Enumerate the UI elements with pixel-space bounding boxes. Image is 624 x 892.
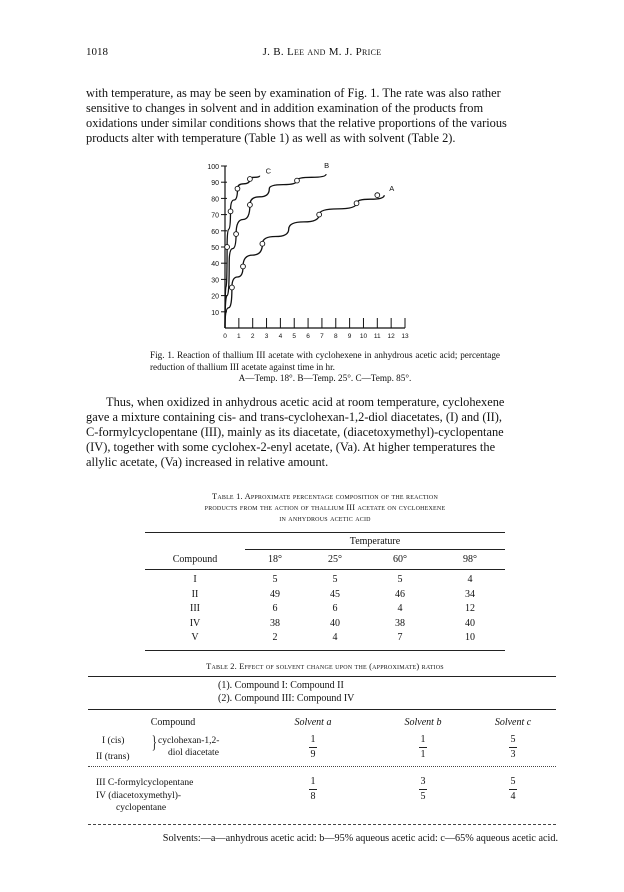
fraction-bar [309, 789, 317, 790]
data-point [260, 241, 265, 246]
y-tick-label: 80 [211, 196, 219, 204]
row-description: cyclohexan-1,2- [158, 736, 220, 746]
x-tick-label: 1 [237, 333, 241, 340]
x-tick-label: 10 [359, 333, 368, 340]
text-line: products alter with temperature (Table 1) as well as with solvent (Table 2). [86, 131, 456, 145]
ratio-subhead: (1). Compound I: Compound II [218, 680, 344, 691]
row-label: III C-formylcyclopentane [96, 778, 194, 788]
table-cell: 12 [465, 603, 475, 614]
table-1 [145, 532, 505, 650]
caption-line: in anhydrous acetic acid [279, 514, 371, 523]
table-cell: 40 [465, 617, 475, 629]
data-point [375, 193, 380, 198]
table-rule [88, 709, 556, 710]
text-line: gave a mixture containing cis- and trans-cyclohexan-1,2-diol diacetates, (I) and (II), [86, 410, 502, 424]
column-header: Compound [150, 717, 196, 728]
column-header: 60° [393, 554, 407, 565]
row-compound: I [193, 574, 197, 585]
data-point [235, 186, 240, 191]
caption-line: products from the action of thallium III acetate on cyclohexene [204, 503, 446, 512]
ratio-numerator: 3 [420, 776, 426, 787]
ratio-numerator: 1 [310, 734, 316, 745]
x-tick-label: 12 [387, 333, 395, 340]
x-tick-label: 7 [320, 333, 324, 340]
y-tick-label: 90 [211, 180, 219, 188]
series-label: A [389, 184, 395, 194]
series-label: C [265, 166, 272, 176]
table-rule [145, 532, 505, 533]
x-tick-label: 5 [292, 333, 297, 340]
ratio-numerator: 5 [510, 734, 516, 745]
row-compound: V [191, 632, 199, 643]
table-cell: 4 [397, 603, 403, 614]
paragraph-results [86, 395, 556, 470]
text-line: Thus, when oxidized in anhydrous acetic acid at room temperature, cyclohexene [106, 395, 505, 409]
temperature-header: Temperature [349, 536, 401, 547]
table-cell: 5 [272, 574, 278, 585]
data-point [230, 285, 235, 290]
ratio-subhead: (2). Compound III: Compound IV [218, 693, 355, 704]
table-2-caption: Table 2. Effect of solvent change upon the (approximate) ratios [206, 662, 444, 671]
y-tick-label: 40 [211, 261, 219, 269]
y-tick-label: 70 [211, 212, 219, 220]
column-header: 18° [268, 554, 282, 565]
ratio-numerator: 1 [310, 776, 316, 787]
table-cell: 5 [397, 574, 403, 585]
table-rule [88, 824, 556, 825]
page-number: 1018 [86, 46, 108, 58]
caption-line: Table 1. Approximate percentage composition of the reaction [212, 492, 438, 501]
table-rule [88, 766, 556, 767]
column-header: Solvent a [294, 717, 332, 728]
ratio-denominator: 4 [510, 791, 516, 802]
ratio-denominator: 1 [420, 749, 426, 760]
fraction-bar [419, 747, 427, 748]
running-title: J. B. Lee and M. J. Price [262, 46, 382, 58]
x-tick-label: 2 [250, 333, 255, 340]
table-cell: 6 [332, 603, 338, 614]
data-point [225, 245, 230, 250]
figure-caption [150, 350, 500, 385]
ratio-denominator: 3 [510, 749, 516, 760]
table-cell: 38 [270, 617, 280, 629]
page-header [86, 46, 558, 62]
row-label: I (cis) [102, 736, 125, 746]
column-header: Solvent c [494, 717, 532, 728]
table-rule [145, 650, 505, 651]
table-cell: 38 [395, 617, 405, 629]
table-cell: 4 [332, 632, 338, 643]
table-cell: 6 [272, 603, 278, 614]
y-tick-label: 10 [211, 309, 219, 317]
y-tick-label: 100 [207, 164, 219, 171]
table-cell: 4 [467, 574, 473, 585]
data-point [228, 209, 233, 214]
brace: } [151, 732, 157, 752]
x-tick-label: 0 [223, 333, 227, 340]
table-cell: 2 [272, 632, 278, 643]
solvents-footnote: Solvents:—a—anhydrous acetic acid: b—95% aqueous acetic acid: c—65% aqueous acetic acid. [162, 833, 558, 844]
column-header: 25° [328, 554, 342, 565]
row-description: diol diacetate [168, 748, 219, 758]
text-line: with temperature, as may be seen by examination of Fig. 1. The rate was also rather [86, 86, 501, 100]
ratio-denominator: 8 [310, 791, 316, 802]
column-header: Compound [172, 554, 218, 565]
ratio-numerator: 1 [420, 734, 426, 745]
series-line-b [225, 174, 326, 328]
fraction-bar [419, 789, 427, 790]
row-compound: II [191, 588, 199, 600]
x-tick-label: 11 [373, 333, 381, 340]
text-line: oxidations under similar conditions shows that the relative proportions of the various [86, 116, 507, 130]
row-compound: III [190, 603, 200, 614]
x-tick-label: 8 [333, 333, 338, 340]
fraction-bar [509, 789, 517, 790]
caption-line: Fig. 1. Reaction of thallium III acetate with cyclohexene in anhydrous [150, 350, 413, 360]
table-cell: 49 [270, 588, 280, 600]
table-rule [88, 676, 556, 677]
text-line: (IV), together with some cyclohex-2-enyl acetate, (Va). At higher temperatures the [86, 440, 496, 454]
text-line: sensitive to changes in solvent and in addition examination of the products from [86, 101, 484, 115]
text-line: C-formylcyclopentane (III), mainly as its diacetate, (diacetoxymethyl)-cyclopentane [86, 425, 504, 439]
data-point [354, 201, 359, 206]
row-label: II (trans) [96, 752, 130, 762]
table-rule [145, 569, 505, 570]
fraction-bar [509, 747, 517, 748]
caption-line: acetic acid; percentage reduction of thallium III acetate against time in hr. [150, 350, 501, 372]
x-tick-label: 9 [347, 333, 352, 340]
data-point [241, 264, 246, 269]
table-cell: 40 [330, 617, 340, 629]
y-tick-label: 20 [211, 293, 219, 301]
y-tick-label: 50 [211, 245, 219, 252]
paragraph-intro [86, 86, 556, 146]
data-point [317, 212, 322, 217]
table-cell: 34 [465, 588, 475, 600]
table-cell: 46 [395, 588, 405, 600]
data-point [234, 232, 239, 237]
ratio-denominator: 5 [420, 791, 426, 802]
table-1-caption [145, 491, 505, 524]
data-point [248, 202, 253, 207]
ratio-denominator: 9 [310, 749, 316, 760]
table-rule [245, 549, 505, 550]
figure-1 [195, 160, 415, 348]
table-2 [88, 676, 556, 828]
data-point [295, 178, 300, 183]
row-label: IV (diacetoxymethyl)- [96, 791, 182, 801]
data-point [248, 177, 253, 182]
series-label: B [324, 161, 330, 171]
table-cell: 7 [397, 632, 403, 643]
x-tick-label: 3 [264, 333, 269, 340]
y-tick-label: 30 [211, 277, 219, 285]
x-tick-label: 13 [401, 333, 409, 340]
column-header: 98° [463, 554, 477, 565]
table-cell: 45 [330, 588, 340, 600]
fraction-bar [309, 747, 317, 748]
table-cell: 10 [465, 632, 475, 643]
row-compound: IV [189, 617, 201, 629]
row-label: cyclopentane [116, 803, 167, 813]
reaction-rate-chart [195, 160, 415, 348]
table-cell: 5 [332, 574, 338, 585]
ratio-numerator: 5 [510, 776, 516, 787]
text-line: allylic acetate, (Va) increased in relative amount. [86, 455, 329, 469]
caption-legend: A—Temp. 18°. B—Temp. 25°. C—Temp. 85°. [238, 373, 412, 383]
y-tick-label: 60 [211, 228, 219, 236]
column-header: Solvent b [404, 717, 442, 728]
x-tick-label: 4 [278, 333, 283, 340]
x-tick-label: 6 [306, 333, 310, 340]
